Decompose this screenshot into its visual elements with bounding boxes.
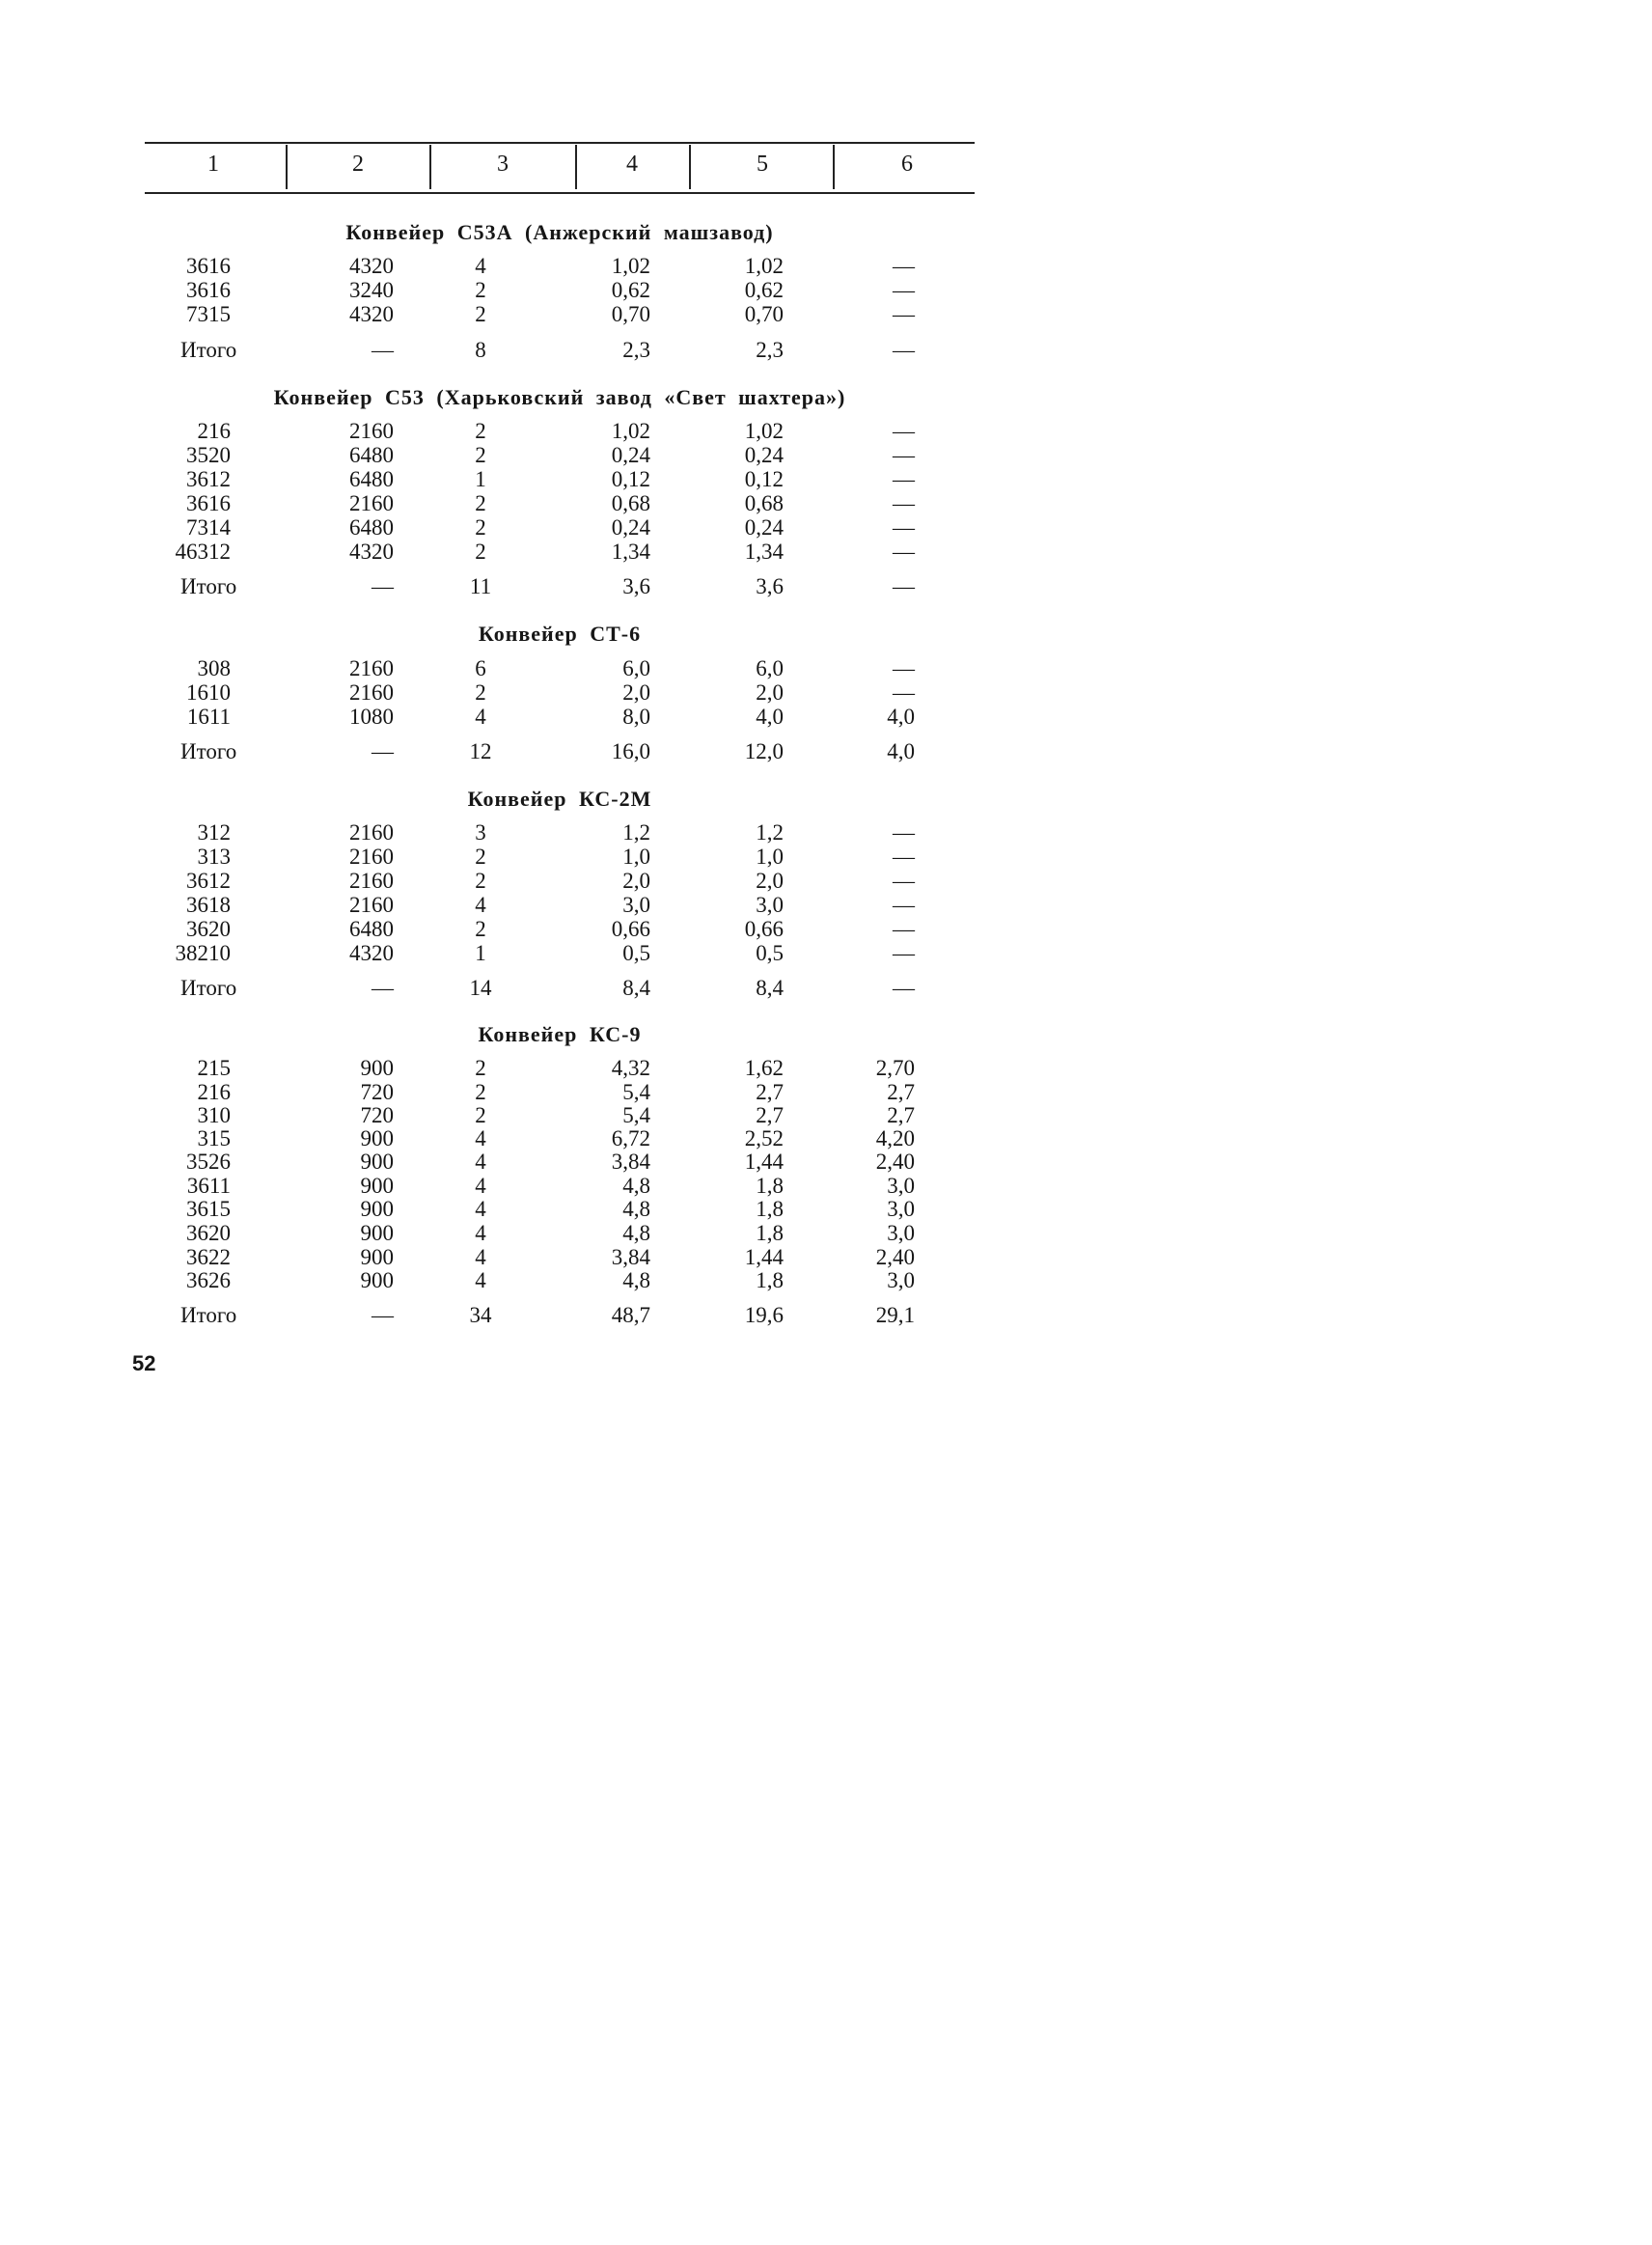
cell-col3: 4 (475, 254, 486, 278)
table-row (0, 869, 1133, 893)
cell-col6: — (893, 419, 915, 443)
cell-col3: 2 (475, 680, 486, 705)
cell-col5: 1,0 (756, 845, 784, 869)
cell-col6: — (893, 302, 915, 326)
header-divider (833, 145, 835, 189)
header-cell-5: 5 (757, 152, 768, 177)
cell-col6: — (893, 515, 915, 540)
cell-col4: 0,62 (611, 278, 650, 302)
cell-col6: — (893, 680, 915, 705)
cell-col3: 4 (475, 1268, 486, 1292)
cell-col5: 2,52 (744, 1126, 784, 1150)
cell-col5: 3,0 (756, 893, 784, 917)
cell-col6: 4,0 (887, 705, 915, 729)
cell-col5: 0,68 (744, 491, 784, 515)
cell-col4: 3,84 (611, 1245, 650, 1269)
cell-col3: 12 (469, 739, 492, 763)
cell-col4: 1,34 (611, 540, 650, 564)
cell-col3: 2 (475, 302, 486, 326)
cell-col3: 4 (475, 1197, 486, 1221)
cell-col4: 1,2 (622, 820, 650, 845)
cell-col6: — (893, 917, 915, 941)
cell-col3: 2 (475, 917, 486, 941)
cell-col2: — (372, 338, 394, 362)
cell-col6: — (893, 869, 915, 893)
cell-col6: — (893, 338, 915, 362)
cell-total-label: Итого (180, 338, 237, 362)
header-divider (689, 145, 691, 189)
cell-bearing: 315 (197, 1126, 231, 1150)
cell-bearing: 3620 (186, 917, 231, 941)
cell-col2: 2160 (349, 419, 394, 443)
cell-col3: 4 (475, 893, 486, 917)
cell-bearing: 216 (197, 419, 231, 443)
cell-col2: 2160 (349, 869, 394, 893)
cell-col3: 4 (475, 705, 486, 729)
cell-bearing: 313 (197, 845, 231, 869)
cell-bearing: 215 (197, 1056, 231, 1080)
cell-col3: 2 (475, 1080, 486, 1104)
cell-col2: 2160 (349, 680, 394, 705)
cell-col2: 900 (360, 1150, 394, 1174)
table-row (0, 1174, 1133, 1198)
cell-col6: 29,1 (875, 1303, 915, 1327)
cell-col6: — (893, 845, 915, 869)
table-row (0, 443, 1133, 467)
table-row (0, 1221, 1133, 1245)
header-cell-3: 3 (497, 152, 509, 177)
cell-col5: 1,02 (744, 254, 784, 278)
cell-col3: 34 (469, 1303, 492, 1327)
cell-col2: — (372, 1303, 394, 1327)
cell-col4: 2,3 (622, 338, 650, 362)
cell-col5: 12,0 (744, 739, 784, 763)
cell-col2: 2160 (349, 845, 394, 869)
section-title: Конвейер КС-2М (467, 787, 652, 811)
cell-bearing: 3618 (186, 893, 231, 917)
cell-bearing: 3615 (186, 1197, 231, 1221)
header-divider (429, 145, 431, 189)
cell-total-label: Итого (180, 1303, 237, 1327)
table-row (0, 515, 1133, 540)
cell-col6: — (893, 254, 915, 278)
cell-col4: 2,0 (622, 869, 650, 893)
cell-col2: 2160 (349, 656, 394, 680)
cell-col5: 0,12 (744, 467, 784, 491)
cell-col6: — (893, 976, 915, 1000)
cell-col4: 3,0 (622, 893, 650, 917)
table-row (0, 1245, 1133, 1269)
cell-col6: 3,0 (887, 1197, 915, 1221)
header-bottom-rule (145, 192, 975, 194)
cell-col2: 900 (360, 1245, 394, 1269)
cell-col3: 11 (469, 574, 492, 598)
cell-col4: 4,8 (622, 1221, 650, 1245)
table-row (0, 1197, 1133, 1221)
cell-col4: 0,5 (622, 941, 650, 965)
cell-col4: 16,0 (611, 739, 650, 763)
cell-col5: 1,8 (756, 1268, 784, 1292)
cell-col5: 2,7 (756, 1080, 784, 1104)
table-row (0, 941, 1133, 965)
cell-col6: — (893, 540, 915, 564)
cell-col3: 2 (475, 491, 486, 515)
cell-col3: 6 (475, 656, 486, 680)
cell-col6: — (893, 893, 915, 917)
cell-col3: 14 (469, 976, 492, 1000)
table-row (0, 893, 1133, 917)
cell-col2: 900 (360, 1221, 394, 1245)
header-cell-2: 2 (352, 152, 364, 177)
cell-col4: 8,4 (622, 976, 650, 1000)
cell-bearing: 3626 (186, 1268, 231, 1292)
cell-col3: 4 (475, 1221, 486, 1245)
cell-col6: — (893, 278, 915, 302)
cell-col3: 4 (475, 1245, 486, 1269)
cell-col2: — (372, 574, 394, 598)
header-cell-1: 1 (207, 152, 219, 177)
cell-col3: 2 (475, 845, 486, 869)
cell-col4: 0,12 (611, 467, 650, 491)
cell-bearing: 216 (197, 1080, 231, 1104)
header-divider (575, 145, 577, 189)
cell-col3: 2 (475, 540, 486, 564)
cell-col2: 900 (360, 1056, 394, 1080)
cell-col2: 6480 (349, 443, 394, 467)
table-row (0, 705, 1133, 729)
cell-col4: 48,7 (611, 1303, 650, 1327)
cell-col6: — (893, 941, 915, 965)
cell-bearing: 310 (197, 1103, 231, 1127)
cell-col5: 1,2 (756, 820, 784, 845)
header-top-rule (145, 142, 975, 144)
cell-col4: 1,0 (622, 845, 650, 869)
section-title: Конвейер КС-9 (478, 1022, 642, 1046)
cell-col2: 2160 (349, 820, 394, 845)
cell-col3: 2 (475, 443, 486, 467)
cell-bearing: 1610 (186, 680, 231, 705)
cell-col5: 2,0 (756, 680, 784, 705)
table-row (0, 1103, 1133, 1127)
cell-col6: — (893, 443, 915, 467)
cell-col6: — (893, 820, 915, 845)
header-cell-4: 4 (626, 152, 638, 177)
cell-col6: 2,40 (875, 1245, 915, 1269)
cell-col2: 1080 (349, 705, 394, 729)
cell-col4: 0,66 (611, 917, 650, 941)
cell-col3: 3 (475, 820, 486, 845)
cell-col3: 4 (475, 1174, 486, 1198)
cell-total-label: Итого (180, 739, 237, 763)
cell-col3: 4 (475, 1126, 486, 1150)
cell-bearing: 7315 (186, 302, 231, 326)
cell-bearing: 3612 (186, 467, 231, 491)
table-row (0, 1150, 1133, 1174)
cell-bearing: 38210 (175, 941, 231, 965)
cell-col5: 8,4 (756, 976, 784, 1000)
cell-bearing: 3616 (186, 278, 231, 302)
table-row (0, 491, 1133, 515)
total-row (0, 976, 1133, 1007)
cell-col4: 0,70 (611, 302, 650, 326)
cell-col2: — (372, 976, 394, 1000)
cell-col2: 4320 (349, 941, 394, 965)
cell-col5: 0,66 (744, 917, 784, 941)
table-row (0, 680, 1133, 705)
cell-col4: 3,84 (611, 1150, 650, 1174)
cell-col6: 4,20 (875, 1126, 915, 1150)
cell-col6: 2,40 (875, 1150, 915, 1174)
cell-col2: — (372, 739, 394, 763)
page-number: 52 (132, 1351, 156, 1375)
table-row (0, 820, 1133, 845)
cell-col3: 2 (475, 278, 486, 302)
cell-col5: 0,62 (744, 278, 784, 302)
cell-col3: 2 (475, 1056, 486, 1080)
total-row (0, 1303, 1133, 1334)
section-title: Конвейер С53 (Харьковский завод «Свет шахтера») (273, 385, 846, 409)
table-row (0, 302, 1133, 326)
cell-col5: 3,6 (756, 574, 784, 598)
cell-col6: — (893, 491, 915, 515)
cell-bearing: 312 (197, 820, 231, 845)
cell-col5: 2,0 (756, 869, 784, 893)
cell-col5: 0,24 (744, 515, 784, 540)
section-title: Конвейер СТ-6 (478, 622, 642, 646)
total-row (0, 574, 1133, 605)
cell-col2: 3240 (349, 278, 394, 302)
cell-col4: 3,6 (622, 574, 650, 598)
cell-col2: 6480 (349, 917, 394, 941)
cell-total-label: Итого (180, 574, 237, 598)
cell-col5: 2,3 (756, 338, 784, 362)
cell-col4: 6,0 (622, 656, 650, 680)
total-row (0, 739, 1133, 770)
cell-col3: 2 (475, 419, 486, 443)
cell-col2: 4320 (349, 254, 394, 278)
cell-col6: — (893, 574, 915, 598)
cell-bearing: 3611 (186, 1174, 231, 1198)
cell-col2: 4320 (349, 302, 394, 326)
cell-bearing: 3616 (186, 254, 231, 278)
cell-col2: 720 (360, 1103, 394, 1127)
cell-col4: 4,8 (622, 1268, 650, 1292)
cell-col6: 3,0 (887, 1268, 915, 1292)
cell-col5: 1,8 (756, 1174, 784, 1198)
cell-col3: 2 (475, 515, 486, 540)
cell-col4: 8,0 (622, 705, 650, 729)
cell-bearing: 1611 (186, 705, 231, 729)
cell-col6: 3,0 (887, 1221, 915, 1245)
table-row (0, 419, 1133, 443)
cell-col6: 4,0 (887, 739, 915, 763)
cell-col6: — (893, 656, 915, 680)
cell-col6: 2,7 (887, 1080, 915, 1104)
cell-col4: 6,72 (611, 1126, 650, 1150)
table-row (0, 254, 1133, 278)
cell-col2: 4320 (349, 540, 394, 564)
cell-col2: 900 (360, 1174, 394, 1198)
cell-col4: 4,8 (622, 1174, 650, 1198)
cell-col5: 1,34 (744, 540, 784, 564)
cell-col5: 1,8 (756, 1221, 784, 1245)
cell-col5: 1,44 (744, 1150, 784, 1174)
cell-col4: 2,0 (622, 680, 650, 705)
table-row (0, 1056, 1133, 1080)
cell-bearing: 7314 (186, 515, 231, 540)
header-divider (286, 145, 288, 189)
cell-col5: 1,8 (756, 1197, 784, 1221)
cell-col2: 720 (360, 1080, 394, 1104)
cell-bearing: 3616 (186, 491, 231, 515)
cell-col3: 4 (475, 1150, 486, 1174)
cell-col4: 5,4 (622, 1080, 650, 1104)
cell-col2: 900 (360, 1268, 394, 1292)
cell-bearing: 3612 (186, 869, 231, 893)
table-row (0, 845, 1133, 869)
cell-col6: 3,0 (887, 1174, 915, 1198)
cell-col5: 0,24 (744, 443, 784, 467)
cell-col3: 2 (475, 1103, 486, 1127)
cell-col4: 0,68 (611, 491, 650, 515)
section-title: Конвейер С53А (Анжерский машзавод) (345, 220, 774, 244)
cell-col5: 0,70 (744, 302, 784, 326)
cell-bearing: 3526 (186, 1150, 231, 1174)
cell-col6: 2,70 (875, 1056, 915, 1080)
cell-bearing: 3620 (186, 1221, 231, 1245)
table-row (0, 540, 1133, 564)
cell-bearing: 46312 (175, 540, 231, 564)
cell-col3: 2 (475, 869, 486, 893)
cell-col4: 1,02 (611, 254, 650, 278)
table-row (0, 1080, 1133, 1104)
cell-total-label: Итого (180, 976, 237, 1000)
table-row (0, 467, 1133, 491)
cell-bearing: 3520 (186, 443, 231, 467)
cell-col4: 0,24 (611, 443, 650, 467)
cell-col5: 4,0 (756, 705, 784, 729)
total-row (0, 338, 1133, 369)
cell-col2: 2160 (349, 491, 394, 515)
cell-col3: 1 (475, 941, 486, 965)
cell-col4: 0,24 (611, 515, 650, 540)
cell-col5: 1,02 (744, 419, 784, 443)
cell-col3: 8 (475, 338, 486, 362)
cell-col4: 5,4 (622, 1103, 650, 1127)
cell-col2: 6480 (349, 467, 394, 491)
table-row (0, 1126, 1133, 1150)
header-cell-6: 6 (901, 152, 913, 177)
cell-col5: 0,5 (756, 941, 784, 965)
cell-col2: 900 (360, 1126, 394, 1150)
cell-col4: 4,8 (622, 1197, 650, 1221)
cell-col5: 1,62 (744, 1056, 784, 1080)
cell-col2: 6480 (349, 515, 394, 540)
table-row (0, 278, 1133, 302)
cell-col5: 1,44 (744, 1245, 784, 1269)
cell-bearing: 308 (197, 656, 231, 680)
cell-col5: 2,7 (756, 1103, 784, 1127)
cell-col4: 1,02 (611, 419, 650, 443)
table-row (0, 1268, 1133, 1292)
cell-col6: — (893, 467, 915, 491)
cell-col2: 900 (360, 1197, 394, 1221)
cell-col2: 2160 (349, 893, 394, 917)
cell-col3: 1 (475, 467, 486, 491)
table-row (0, 656, 1133, 680)
table-row (0, 917, 1133, 941)
cell-col5: 19,6 (744, 1303, 784, 1327)
cell-col4: 4,32 (611, 1056, 650, 1080)
cell-col5: 6,0 (756, 656, 784, 680)
cell-bearing: 3622 (186, 1245, 231, 1269)
cell-col6: 2,7 (887, 1103, 915, 1127)
